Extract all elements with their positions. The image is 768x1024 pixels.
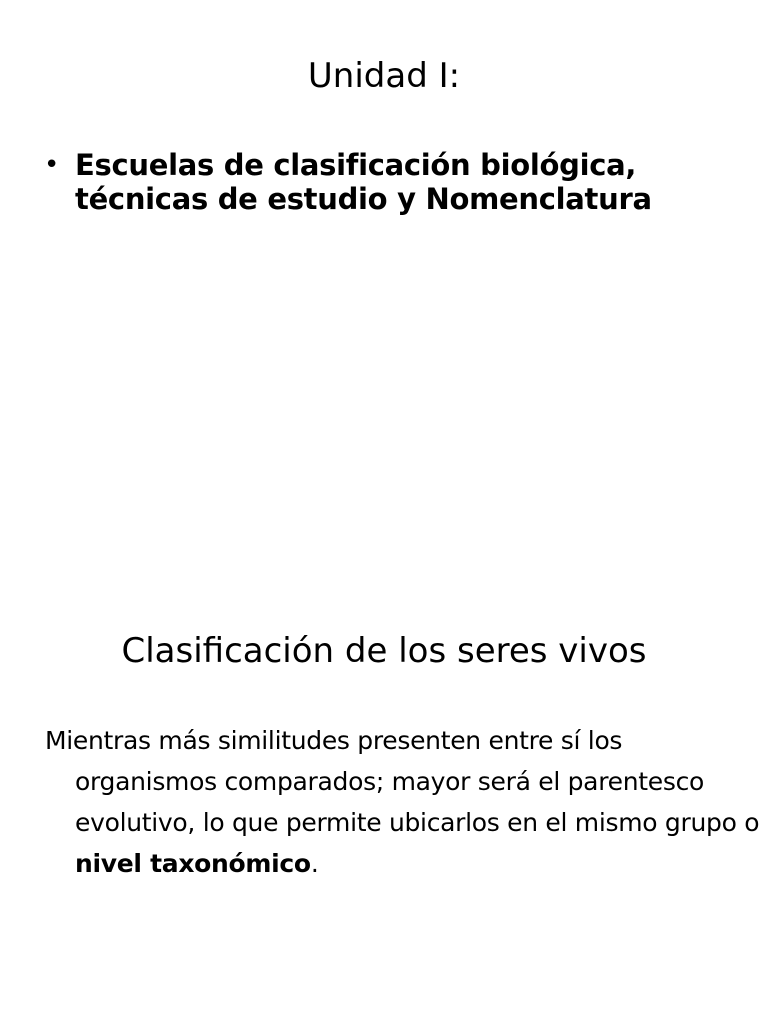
slide-2 <box>0 512 768 1024</box>
paragraph-text: Mientras más similitudes presenten entre sí los organismos comparados; mayor será el parentesco evolutivo, lo que permite ubicarlos en el mismo grupo o <box>45 726 760 837</box>
body-paragraph <box>45 720 765 884</box>
slide-title: Clasificación de los seres vivos <box>121 631 647 671</box>
paragraph-end-text: . <box>310 849 319 878</box>
paragraph-bold-text: nivel taxonómico <box>75 849 311 878</box>
slide-title: Unidad I: <box>307 56 461 96</box>
bullet-list <box>44 148 744 216</box>
bullet-text: Escuelas de clasificación biológica, técnicas de estudio y Nomenclatura <box>75 148 652 216</box>
bullet-dot-icon: • <box>44 150 60 180</box>
bullet-item <box>44 148 744 216</box>
